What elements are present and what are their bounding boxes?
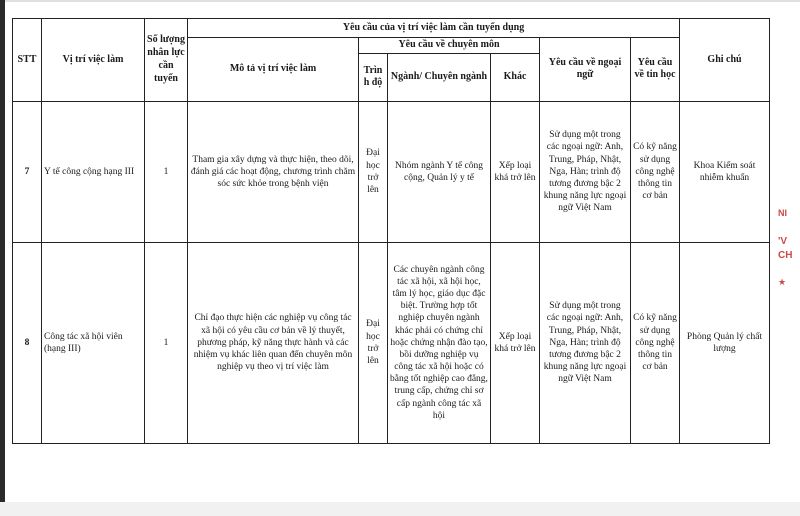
table-row [13, 101, 770, 242]
scan-edge-bottom [0, 502, 800, 516]
row-language: Sử dụng một trong các ngoại ngữ: Anh, Trung, Pháp, Nhật, Nga, Hàn; trình độ tương đương bậc 2 khung năng lực ngoại ngữ Việt Nam [540, 242, 631, 443]
table-row [13, 242, 770, 443]
header-other: Khác [491, 53, 540, 101]
row-major: Các chuyên ngành công tác xã hội, xã hội học, tâm lý học, giáo dục đặc biệt. Trường hợp tốt nghiệp chuyên ngành khác phải có chứng chỉ hoặc chứng nhận đào tạo, bồi dưỡng nghiệp vụ công tác xã hội hoặc có bằng tốt nghiệp cao đẳng, trung cấp, chứng chỉ sơ cấp ngành công tác xã hội [388, 242, 491, 443]
scan-edge-top [0, 0, 800, 2]
row-quantity: 1 [145, 242, 188, 443]
row-note: Khoa Kiểm soát nhiễm khuẩn [680, 101, 770, 242]
header-language: Yêu cầu về ngoại ngữ [540, 38, 631, 102]
row-other: Xếp loại khá trở lên [491, 101, 540, 242]
row-it: Có kỹ năng sử dụng công nghệ thông tin cơ bản [631, 242, 680, 443]
row-stt: 8 [13, 242, 42, 443]
row-quantity: 1 [145, 101, 188, 242]
header-level: Trình độ [359, 53, 388, 101]
row-level: Đại học trở lên [359, 101, 388, 242]
row-description: Tham gia xây dựng và thực hiện, theo dõi, đánh giá các hoạt động, chương trình chăm sóc sức khỏe trong bệnh viện [188, 101, 359, 242]
header-note: Ghi chú [680, 19, 770, 102]
header-major: Ngành/ Chuyên ngành [388, 53, 491, 101]
row-stt: 7 [13, 101, 42, 242]
row-language: Sử dụng một trong các ngoại ngữ: Anh, Trung, Pháp, Nhật, Nga, Hàn; trình độ tương đương bậc 2 khung năng lực ngoại ngữ Việt Nam [540, 101, 631, 242]
row-note: Phòng Quản lý chất lượng [680, 242, 770, 443]
header-position: Vị trí việc làm [42, 19, 145, 102]
row-level: Đại học trở lên [359, 242, 388, 443]
row-position: Công tác xã hội viên (hạng III) [42, 242, 145, 443]
header-quantity: Số lượng nhân lực cần tuyển [145, 19, 188, 102]
row-description: Chỉ đạo thực hiện các nghiệp vụ công tác xã hội có yêu cầu cơ bản về lý thuyết, phương pháp, kỹ năng thực hành và các nhiệm vụ khác liên quan đến chuyên môn nghiệp vụ theo vị trí việc làm [188, 242, 359, 443]
margin-mark: NI [778, 208, 787, 218]
header-requirements-group: Yêu cầu của vị trí việc làm cần tuyển dụng [188, 19, 680, 38]
margin-star-icon: ★ [778, 277, 787, 287]
row-major: Nhóm ngành Y tế công cộng, Quản lý y tế [388, 101, 491, 242]
margin-mark: CH [778, 250, 793, 261]
row-position: Y tế công cộng hạng III [42, 101, 145, 242]
recruitment-table [12, 18, 770, 444]
header-stt: STT [13, 19, 42, 102]
header-description: Mô tả vị trí việc làm [188, 38, 359, 102]
row-it: Có kỹ năng sử dụng công nghệ thông tin cơ bản [631, 101, 680, 242]
header-it: Yêu cầu về tin học [631, 38, 680, 102]
row-other: Xếp loại khá trở lên [491, 242, 540, 443]
margin-mark: 'V [778, 236, 788, 247]
header-professional-group: Yêu cầu về chuyên môn [359, 38, 540, 54]
scan-edge-left [0, 0, 5, 516]
header-row-1 [13, 19, 770, 38]
